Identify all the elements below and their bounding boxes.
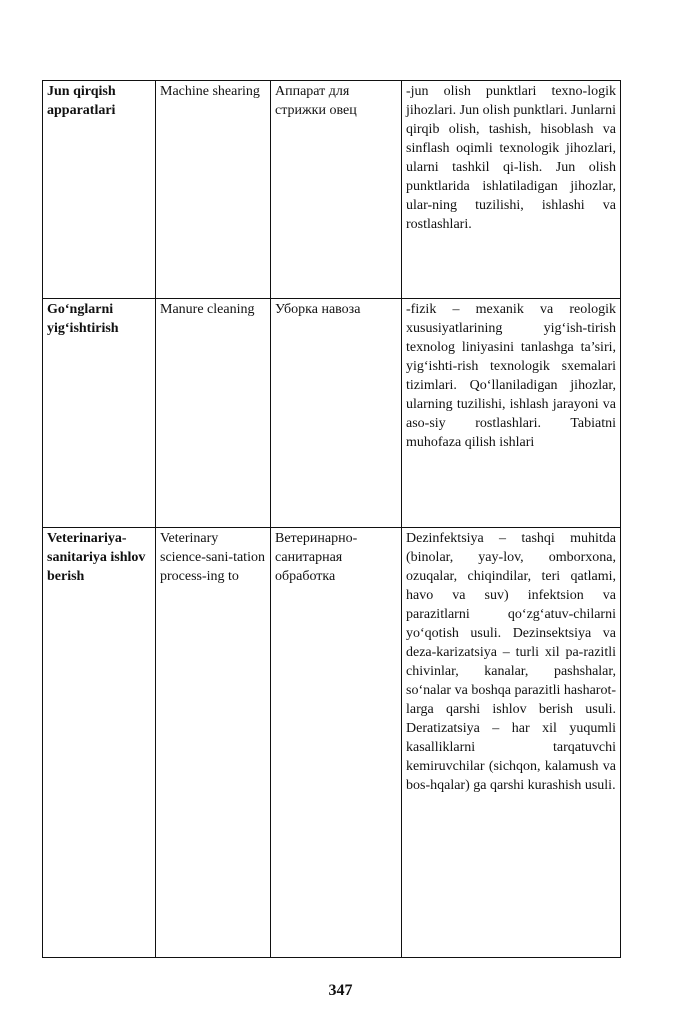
term-uzbek: Jun qirqish apparatlari	[43, 81, 156, 299]
table-row	[43, 81, 621, 299]
term-definition: -fizik – mexanik va reologik xususiyatlarining yig‘ish-tirish texnolog liniyasini tanlashga ta’siri, yig‘ishti-rish texnologik sxemalari tizimlari. Qo‘llaniladigan jihozlar, ularning tuzilishi, ishlash jarayoni va aso-siy rostlashlari. Tabiatni muhofaza qilish ishlari	[402, 299, 621, 528]
term-definition: -jun olish punktlari texno-logik jihozlari. Jun olish punktlari. Junlarni qirqib olish, tashish, hisoblash va sinflash oqimli texnologik jihozlari, ularni tashkil qi-lish. Jun olish punktlarida ishlatiladigan jihozlar, ular-ning tuzilishi, ishlashi va rostlashlari.	[402, 81, 621, 299]
term-russian: Аппарат для стрижки овец	[271, 81, 402, 299]
table-row	[43, 299, 621, 528]
term-russian: Уборка навоза	[271, 299, 402, 528]
term-english: Veterinary science-sani-tation process-ing to	[156, 528, 271, 958]
term-english: Manure cleaning	[156, 299, 271, 528]
table-row	[43, 528, 621, 958]
glossary-table	[42, 80, 621, 958]
term-english: Machine shearing	[156, 81, 271, 299]
term-uzbek: Veterinariya-sanitariya ishlov berish	[43, 528, 156, 958]
term-russian: Ветеринарно-санитарная обработка	[271, 528, 402, 958]
term-definition: Dezinfektsiya – tashqi muhitda (binolar, yay-lov, omborxona, ozuqalar, chiqindilar, teri qatlami, havo va suv) infektsion va parazitlarni qo‘zg‘atuv-chilarni yo‘qotish usuli. Dezinsektsiya va deza-karizatsiya – turli xil pa-razitli chivinlar, kanalar, pashshalar, so‘nalar va boshqa parazitli hasharot-larga qarshi ishlov berish usuli. Deratizatsiya – har xil yuqumli kasalliklarni tarqatuvchi kemiruvchilar (sichqon, kalamush va bos-hqalar) ga qarshi kurashish usuli.	[402, 528, 621, 958]
term-uzbek: Go‘nglarni yig‘ishtirish	[43, 299, 156, 528]
page-number: 347	[328, 982, 353, 999]
